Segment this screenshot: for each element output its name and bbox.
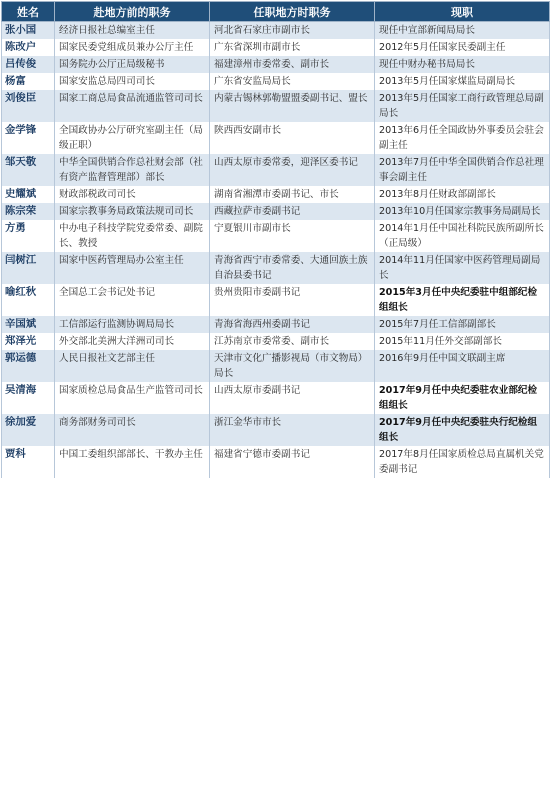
header-local-position: 任职地方时职务 [210,2,375,22]
table-row [2,333,550,350]
table-row [2,122,550,154]
table-row [2,316,550,333]
current-position-cell: 2016年9月任中国文联副主席 [375,350,550,382]
header-before-position: 赴地方前的职务 [55,2,210,22]
before-position-cell: 经济日报社总编室主任 [55,22,210,40]
before-position-cell: 国务院办公厅正局级秘书 [55,56,210,73]
table-row [2,90,550,122]
table-row [2,284,550,316]
local-position-cell: 山西太原市委常委，迎泽区委书记 [210,154,375,186]
official-name: 贾科 [2,446,55,478]
before-position-cell: 国家中医药管理局办公室主任 [55,252,210,284]
table-row [2,414,550,446]
official-name: 喻红秋 [2,284,55,316]
current-position-cell: 2013年7月任中华全国供销合作总社理事会副主任 [375,154,550,186]
local-position-cell: 河北省石家庄市副市长 [210,22,375,40]
current-position-cell: 2017年9月任中央纪委驻农业部纪检组组长 [375,382,550,414]
local-position-cell: 湖南省湘潭市委副书记、市长 [210,186,375,203]
header-row [2,2,550,22]
official-name: 张小国 [2,22,55,40]
before-position-cell: 国家质检总局食品生产监管司司长 [55,382,210,414]
local-position-cell: 内蒙古锡林郭勒盟盟委副书记、盟长 [210,90,375,122]
official-name: 徐加爱 [2,414,55,446]
table-row [2,350,550,382]
header-current-position: 现职 [375,2,550,22]
current-position-cell: 现任中财办秘书局局长 [375,56,550,73]
before-position-cell: 商务部财务司司长 [55,414,210,446]
table-row [2,39,550,56]
current-position-cell: 2013年5月任国家煤监局副局长 [375,73,550,90]
officials-table [1,1,550,478]
local-position-cell: 广东省安监局局长 [210,73,375,90]
local-position-cell: 福建省宁德市委副书记 [210,446,375,478]
before-position-cell: 人民日报社文艺部主任 [55,350,210,382]
official-name: 方勇 [2,220,55,252]
official-name: 金学锋 [2,122,55,154]
local-position-cell: 天津市文化广播影视局（市文物局）局长 [210,350,375,382]
local-position-cell: 陕西西安副市长 [210,122,375,154]
before-position-cell: 全国政协办公厅研究室副主任（局级正职） [55,122,210,154]
official-name: 刘俊臣 [2,90,55,122]
current-position-cell: 2014年1月任中国社科院民族所副所长（正局级） [375,220,550,252]
current-position-cell: 2012年5月任国家民委副主任 [375,39,550,56]
table-row [2,446,550,478]
local-position-cell: 西藏拉萨市委副书记 [210,203,375,220]
before-position-cell: 全国总工会书记处书记 [55,284,210,316]
local-position-cell: 青海省海西州委副书记 [210,316,375,333]
before-position-cell: 国家宗教事务局政策法规司司长 [55,203,210,220]
official-name: 杨富 [2,73,55,90]
official-name: 郭运德 [2,350,55,382]
official-name: 陈宗荣 [2,203,55,220]
table-row [2,252,550,284]
current-position-cell: 2015年3月任中央纪委驻中组部纪检组组长 [375,284,550,316]
local-position-cell: 青海省西宁市委常委、大通回族土族自治县委书记 [210,252,375,284]
local-position-cell: 贵州贵阳市委副书记 [210,284,375,316]
table-row [2,220,550,252]
current-position-cell: 现任中宣部新闻局局长 [375,22,550,40]
local-position-cell: 广东省深圳市副市长 [210,39,375,56]
current-position-cell: 2013年5月任国家工商行政管理总局副局长 [375,90,550,122]
before-position-cell: 国家工商总局食品流通监管司司长 [55,90,210,122]
official-name: 邹天敬 [2,154,55,186]
table-row [2,73,550,90]
before-position-cell: 国家安监总局四司司长 [55,73,210,90]
official-name: 辛国斌 [2,316,55,333]
before-position-cell: 中办电子科技学院党委常委、副院长、教授 [55,220,210,252]
table-row [2,186,550,203]
table-row [2,22,550,40]
local-position-cell: 福建漳州市委常委、副市长 [210,56,375,73]
official-name: 吕传俊 [2,56,55,73]
header-name: 姓名 [2,2,55,22]
current-position-cell: 2014年11月任国家中医药管理局副局长 [375,252,550,284]
local-position-cell: 浙江金华市市长 [210,414,375,446]
official-name: 郑泽光 [2,333,55,350]
before-position-cell: 外交部北美洲大洋洲司司长 [55,333,210,350]
table-row [2,154,550,186]
before-position-cell: 财政部税政司司长 [55,186,210,203]
current-position-cell: 2013年6月任全国政协外事委员会驻会副主任 [375,122,550,154]
local-position-cell: 山西太原市委副书记 [210,382,375,414]
before-position-cell: 中华全国供销合作总社财会部（社有资产监督管理部）部长 [55,154,210,186]
current-position-cell: 2015年11月任外交部副部长 [375,333,550,350]
table-row [2,203,550,220]
before-position-cell: 中国工委组织部部长、干教办主任 [55,446,210,478]
official-name: 吴清海 [2,382,55,414]
official-name: 史耀斌 [2,186,55,203]
current-position-cell: 2013年10月任国家宗教事务局副局长 [375,203,550,220]
local-position-cell: 江苏南京市委常委、副市长 [210,333,375,350]
official-name: 陈改户 [2,39,55,56]
before-position-cell: 工信部运行监测协调局局长 [55,316,210,333]
local-position-cell: 宁夏银川市副市长 [210,220,375,252]
official-name: 闫树江 [2,252,55,284]
table-row [2,382,550,414]
current-position-cell: 2017年9月任中央纪委驻央行纪检组组长 [375,414,550,446]
before-position-cell: 国家民委党组成员兼办公厅主任 [55,39,210,56]
current-position-cell: 2013年8月任财政部副部长 [375,186,550,203]
table-row [2,56,550,73]
current-position-cell: 2017年8月任国家质检总局直属机关党委副书记 [375,446,550,478]
current-position-cell: 2015年7月任工信部副部长 [375,316,550,333]
